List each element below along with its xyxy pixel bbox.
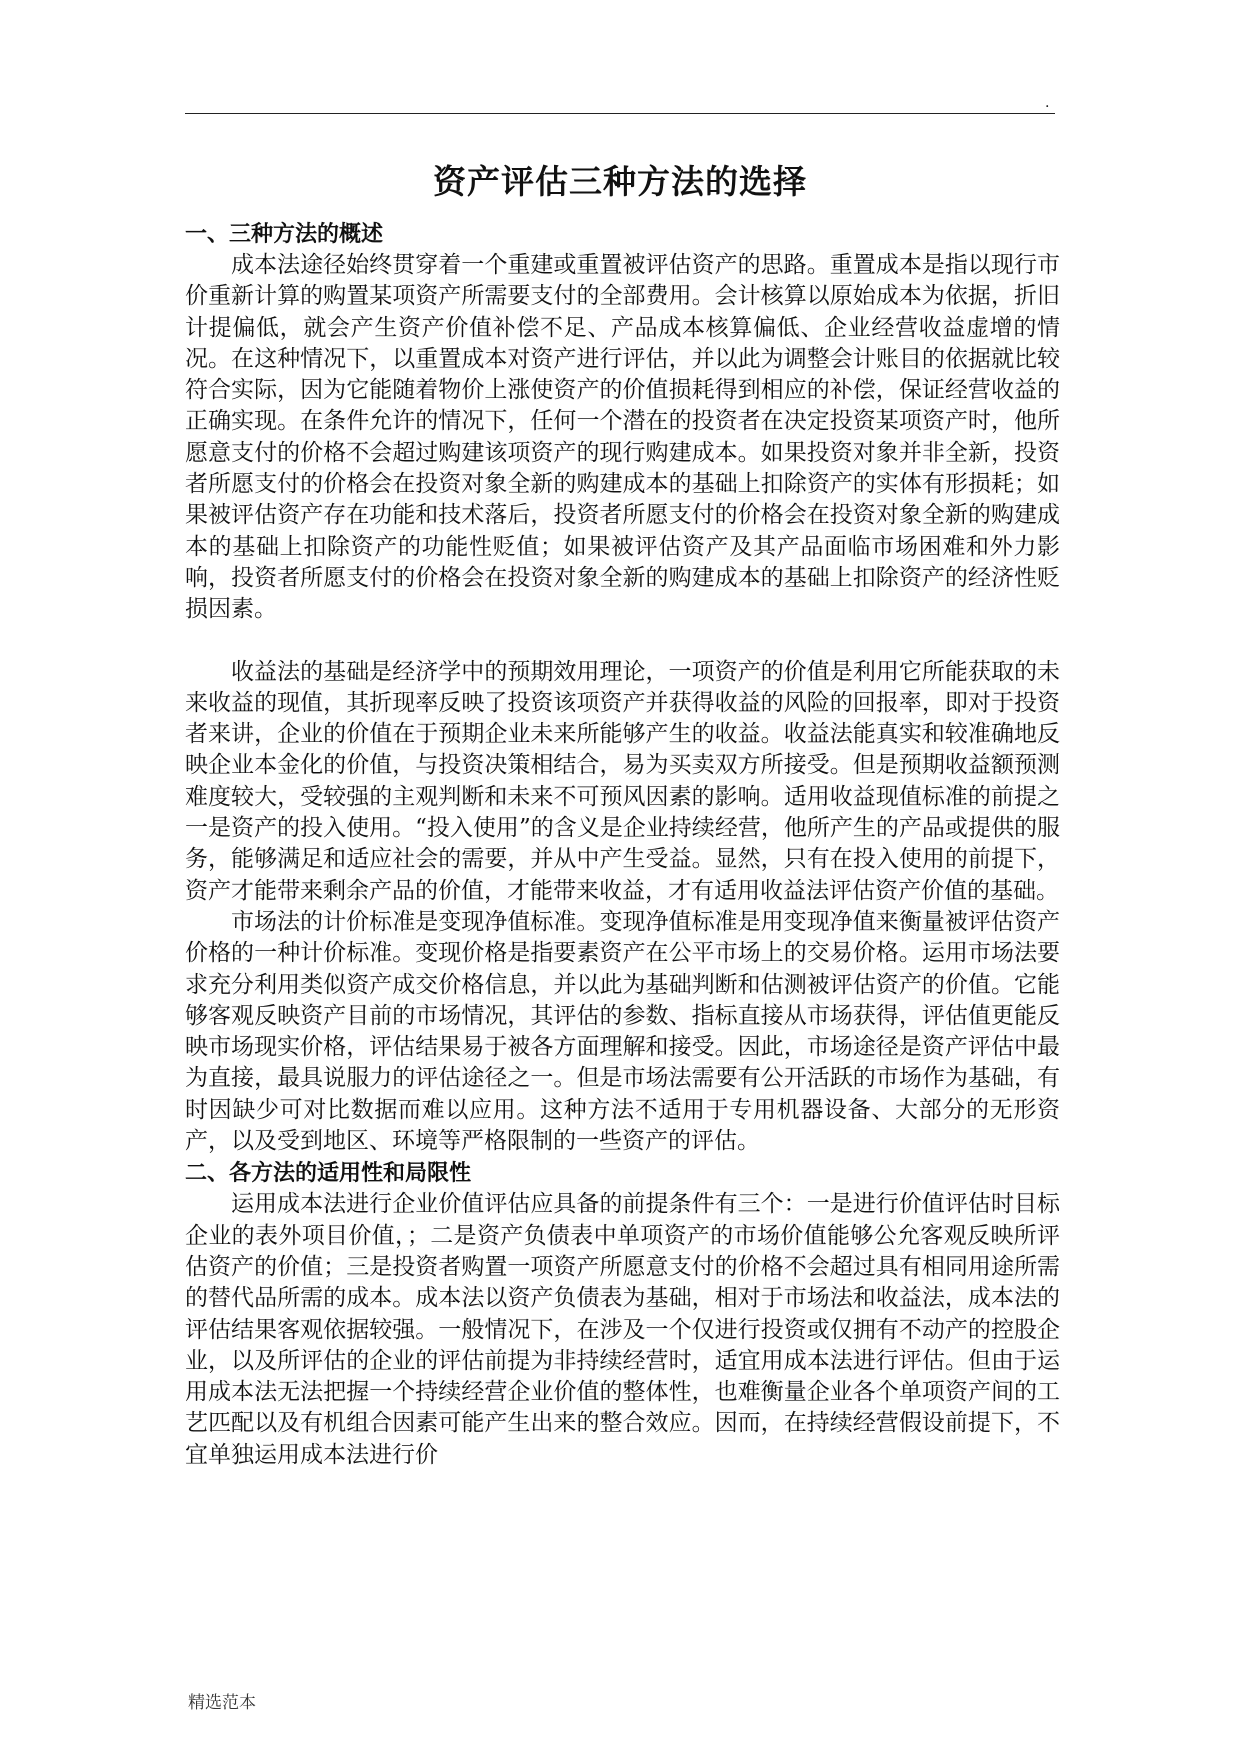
paragraph-cost-approach: 成本法途径始终贯穿着一个重建或重置被评估资产的思路。重置成本是指以现行市价重新计算的购置某项资产所需要支付的全部费用。会计核算以原始成本为依据，折旧计提偏低，就会产生资产价值补偿不足、产品成本核算偏低、企业经营收益虚增的情况。在这种情况下，以重置成本对资产进行评估，并以此为调整会计账目的依据就比较符合实际，因为它能随着物价上涨使资产的价值损耗得到相应的补偿，保证经营收益的正确实现。在条件允许的情况下，任何一个潜在的投资者在决定投资某项资产时，他所愿意支付的价格不会超过购建该项资产的现行购建成本。如果投资对象并非全新，投资者所愿支付的价格会在投资对象全新的购建成本的基础上扣除资产的实体有形损耗；如果被评估资产存在功能和技术落后，投资者所愿支付的价格会在投资对象全新的购建成本的基础上扣除资产的功能性贬值；如果被评估资产及其产品面临市场困难和外力影响，投资者所愿支付的价格会在投资对象全新的购建成本的基础上扣除资产的经济性贬损因素。	[185, 252, 1060, 623]
header-rule	[185, 113, 1055, 114]
footer-text: 精选范本	[188, 1693, 256, 1713]
paragraph-cost-applicability: 运用成本法进行企业价值评估应具备的前提条件有三个：一是进行价值评估时目标企业的表外项目价值，；二是资产负债表中单项资产的市场价值能够公允客观反映所评估资产的价值；三是投资者购置一项资产所愿意支付的价格不会超过具有相同用途所需的替代品所需的成本。成本法以资产负债表为基础，相对于市场法和收益法，成本法的评估结果客观依据较强。一般情况下，在涉及一个仅进行投资或仅拥有不动产的控股企业，以及所评估的企业的评估前提为非持续经营时，适宜用成本法进行评估。但由于运用成本法无法把握一个持续经营企业价值的整体性，也难衡量企业各个单项资产间的工艺匹配以及有机组合因素可能产生出来的整合效应。因而，在持续经营假设前提下，不宜单独运用成本法进行价	[185, 1191, 1060, 1468]
document-body	[185, 218, 1060, 1471]
paragraph-market-approach: 市场法的计价标准是变现净值标准。变现净值标准是用变现净值来衡量被评估资产价格的一种计价标准。变现价格是指要素资产在公平市场上的交易价格。运用市场法要求充分利用类似资产成交价格信息，并以此为基础判断和估测被评估资产的价值。它能够客观反映资产目前的市场情况，其评估的参数、指标直接从市场获得，评估值更能反映市场现实价格，评估结果易于被各方面理解和接受。因此，市场途径是资产评估中最为直接，最具说服力的评估途径之一。但是市场法需要有公开活跃的市场作为基础，有时因缺少可对比数据而难以应用。这种方法不适用于专用机器设备、大部分的无形资产，以及受到地区、环境等严格限制的一些资产的评估。	[185, 908, 1060, 1155]
section-heading-applicability: 二、各方法的适用性和局限性	[185, 1160, 472, 1187]
section-heading-overview: 一、三种方法的概述	[185, 221, 384, 247]
header-mark: .	[1045, 95, 1050, 111]
document-title: 资产评估三种方法的选择	[433, 162, 807, 201]
paragraph-income-approach: 收益法的基础是经济学中的预期效用理论，一项资产的价值是利用它所能获取的未来收益的现值，其折现率反映了投资该项资产并获得收益的风险的回报率，即对于投资者来讲，企业的价值在于预期企业未来所能够产生的收益。收益法能真实和较准确地反映企业本金化的价值，与投资决策相结合，易为买卖双方所接受。但是预期收益额预测难度较大，受较强的主观判断和未来不可预风因素的影响。适用收益现值标准的前提之一是资产的投入使用。“投入使用”的含义是企业持续经营，他所产生的产品或提供的服务，能够满足和适应社会的需要，并从中产生受益。显然，只有在投入使用的前提下，资产才能带来剩余产品的价值，才能带来收益，才有适用收益法评估资产价值的基础。	[185, 658, 1060, 904]
